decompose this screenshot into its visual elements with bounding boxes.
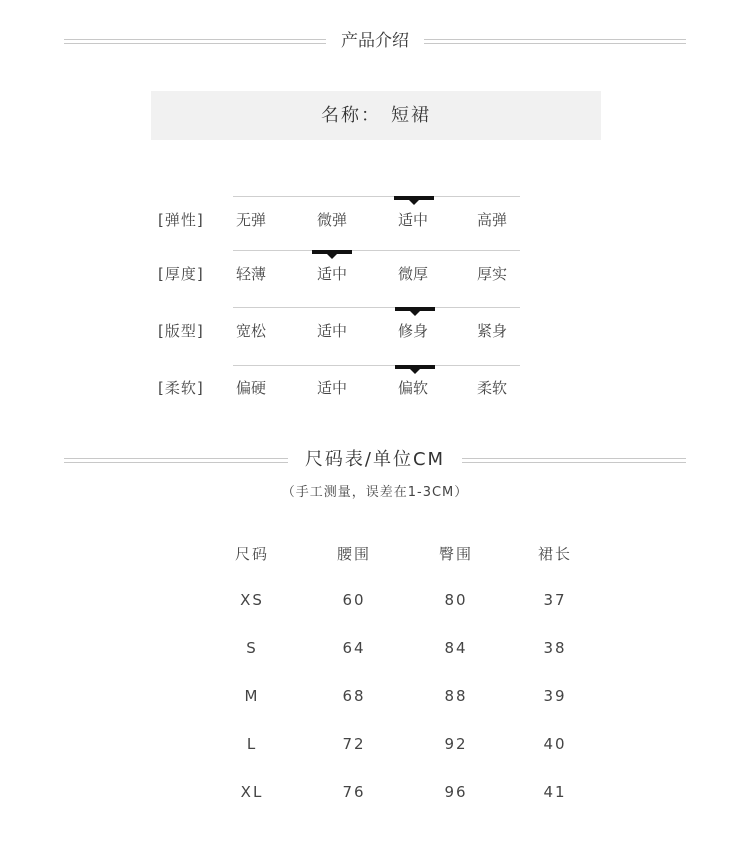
table-header-cell: 腰围 xyxy=(336,545,371,563)
table-header-cell: 尺码 xyxy=(234,545,269,563)
product-intro-header xyxy=(64,21,686,61)
attribute-option: 无弹 xyxy=(236,211,267,229)
header-divider-right xyxy=(462,458,686,463)
attribute-option: 紧身 xyxy=(477,322,508,340)
header-divider-left xyxy=(64,458,288,463)
table-cell: 60 xyxy=(342,591,366,609)
attribute-option: 微厚 xyxy=(398,265,429,283)
product-intro-title: 产品介绍 xyxy=(326,21,424,61)
table-cell: XL xyxy=(240,783,264,801)
selected-marker-icon xyxy=(394,196,434,200)
selected-marker-icon xyxy=(395,365,435,369)
attribute-option: 宽松 xyxy=(236,322,267,340)
attribute-option: 适中 xyxy=(317,322,348,340)
attribute-label-elasticity: [弹性] xyxy=(158,211,204,229)
attribute-row-line xyxy=(233,250,520,251)
table-cell: 76 xyxy=(342,783,366,801)
header-divider-right xyxy=(424,39,686,44)
table-header-cell: 臀围 xyxy=(438,545,473,563)
table-cell: 41 xyxy=(543,783,567,801)
table-cell: 38 xyxy=(543,639,567,657)
selected-marker-icon xyxy=(312,250,352,254)
attribute-option-selected: 偏软 xyxy=(398,379,429,397)
size-chart-title: 尺码表/单位CM xyxy=(288,440,462,480)
attribute-option-selected: 适中 xyxy=(317,265,348,283)
table-cell: 72 xyxy=(342,735,366,753)
size-chart-header xyxy=(64,440,686,480)
attribute-option: 厚实 xyxy=(477,265,508,283)
table-cell: 40 xyxy=(543,735,567,753)
attribute-option: 柔软 xyxy=(477,379,508,397)
attribute-option: 轻薄 xyxy=(236,265,267,283)
table-cell: 88 xyxy=(444,687,468,705)
attribute-label-fit: [版型] xyxy=(158,322,204,340)
attribute-option: 微弹 xyxy=(317,211,348,229)
table-cell: 39 xyxy=(543,687,567,705)
attribute-option-selected: 适中 xyxy=(398,211,429,229)
attribute-label-thickness: [厚度] xyxy=(158,265,204,283)
table-cell: 84 xyxy=(444,639,468,657)
table-cell: 64 xyxy=(342,639,366,657)
table-cell: 80 xyxy=(444,591,468,609)
size-chart-subtitle: （手工测量，误差在1-3CM） xyxy=(281,485,469,500)
selected-marker-icon xyxy=(395,307,435,311)
table-cell: 92 xyxy=(444,735,468,753)
attribute-option: 高弹 xyxy=(477,211,508,229)
product-name-label: 名称： xyxy=(321,105,381,126)
attribute-label-softness: [柔软] xyxy=(158,379,204,397)
product-name-box xyxy=(151,91,601,140)
table-cell: L xyxy=(246,735,258,753)
attribute-row-line xyxy=(233,196,520,197)
attribute-option-selected: 修身 xyxy=(398,322,429,340)
attribute-option: 适中 xyxy=(317,379,348,397)
table-cell: 37 xyxy=(543,591,567,609)
header-divider-left xyxy=(64,39,326,44)
table-cell: 96 xyxy=(444,783,468,801)
attribute-option: 偏硬 xyxy=(236,379,267,397)
table-cell: S xyxy=(246,639,258,657)
attribute-row-line xyxy=(233,365,520,366)
table-header-cell: 裙长 xyxy=(537,545,572,563)
table-cell: 68 xyxy=(342,687,366,705)
table-cell: M xyxy=(244,687,260,705)
product-name-value: 短裙 xyxy=(391,105,431,126)
table-cell: XS xyxy=(240,591,264,609)
attribute-row-line xyxy=(233,307,520,308)
